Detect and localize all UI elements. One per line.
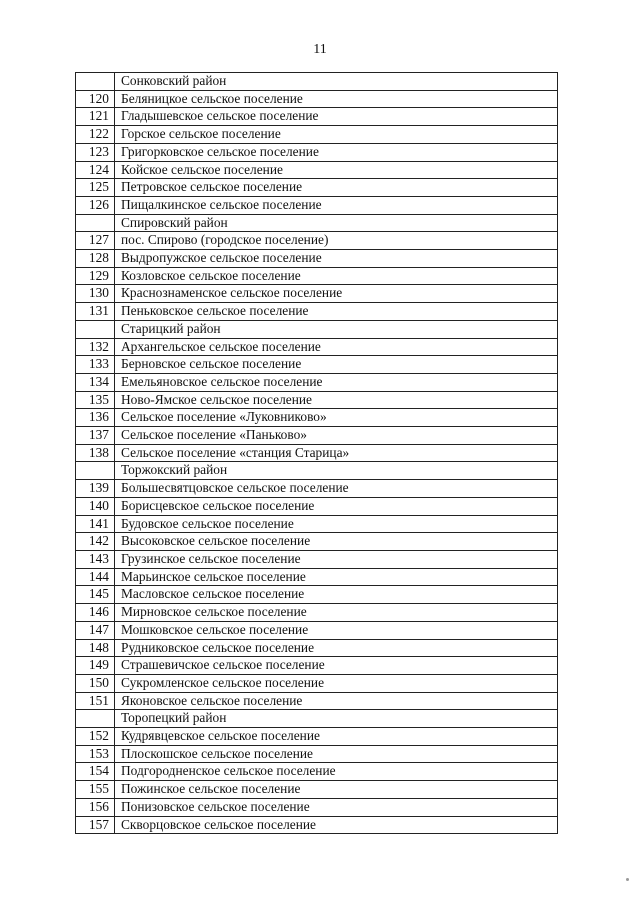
table-row — [76, 409, 558, 427]
district-header-row — [76, 320, 558, 338]
row-number: 147 — [76, 621, 115, 639]
row-number: 121 — [76, 108, 115, 126]
table-row — [76, 657, 558, 675]
settlement-name: Емельяновское сельское поселение — [115, 373, 558, 391]
table-row — [76, 781, 558, 799]
settlement-name: Мирновское сельское поселение — [115, 604, 558, 622]
settlement-name: Койское сельское поселение — [115, 161, 558, 179]
settlement-name: Марьинское сельское поселение — [115, 568, 558, 586]
row-number: 145 — [76, 586, 115, 604]
row-number: 148 — [76, 639, 115, 657]
settlement-name: Подгородненское сельское поселение — [115, 763, 558, 781]
table-row — [76, 639, 558, 657]
row-number: 138 — [76, 444, 115, 462]
table-row — [76, 568, 558, 586]
row-number — [76, 462, 115, 480]
district-header-row — [76, 462, 558, 480]
settlement-name: Сельское поселение «Паньково» — [115, 427, 558, 445]
table-row — [76, 90, 558, 108]
row-number: 156 — [76, 798, 115, 816]
settlement-name: Сельское поселение «Луковниково» — [115, 409, 558, 427]
row-number: 151 — [76, 692, 115, 710]
settlement-name: Архангельское сельское поселение — [115, 338, 558, 356]
row-number — [76, 214, 115, 232]
table-row — [76, 338, 558, 356]
table-row — [76, 373, 558, 391]
table-row — [76, 497, 558, 515]
settlement-name: Понизовское сельское поселение — [115, 798, 558, 816]
table-row — [76, 604, 558, 622]
row-number: 152 — [76, 728, 115, 746]
settlement-name: Сельское поселение «станция Старица» — [115, 444, 558, 462]
row-number — [76, 73, 115, 91]
row-number: 146 — [76, 604, 115, 622]
district-header-row — [76, 73, 558, 91]
settlement-name: Козловское сельское поселение — [115, 267, 558, 285]
settlement-name: Мошковское сельское поселение — [115, 621, 558, 639]
settlement-name: Борисцевское сельское поселение — [115, 497, 558, 515]
district-header-row — [76, 214, 558, 232]
table-row — [76, 515, 558, 533]
row-number: 153 — [76, 745, 115, 763]
table-body — [76, 73, 558, 834]
table-row — [76, 267, 558, 285]
table-row — [76, 303, 558, 321]
settlement-name: Пожинское сельское поселение — [115, 781, 558, 799]
table-row — [76, 356, 558, 374]
district-name: Спировский район — [115, 214, 558, 232]
settlement-name: Горское сельское поселение — [115, 126, 558, 144]
settlement-name: Краснознаменское сельское поселение — [115, 285, 558, 303]
table-row — [76, 533, 558, 551]
table-row — [76, 126, 558, 144]
row-number — [76, 710, 115, 728]
settlement-name: Выдропужское сельское поселение — [115, 250, 558, 268]
settlement-name: Рудниковское сельское поселение — [115, 639, 558, 657]
row-number: 126 — [76, 196, 115, 214]
table-row — [76, 480, 558, 498]
settlement-name: Масловское сельское поселение — [115, 586, 558, 604]
settlement-name: Беляницкое сельское поселение — [115, 90, 558, 108]
row-number: 150 — [76, 674, 115, 692]
table-row — [76, 763, 558, 781]
row-number: 123 — [76, 143, 115, 161]
row-number: 134 — [76, 373, 115, 391]
row-number: 149 — [76, 657, 115, 675]
table-row — [76, 444, 558, 462]
district-name: Старицкий район — [115, 320, 558, 338]
table-row — [76, 692, 558, 710]
table-row — [76, 108, 558, 126]
district-name: Сонковский район — [115, 73, 558, 91]
table-row — [76, 745, 558, 763]
settlements-table — [75, 72, 558, 834]
settlement-name: Скворцовское сельское поселение — [115, 816, 558, 834]
settlement-name: Петровское сельское поселение — [115, 179, 558, 197]
settlement-name: Грузинское сельское поселение — [115, 550, 558, 568]
table-row — [76, 798, 558, 816]
table-row — [76, 427, 558, 445]
table-row — [76, 586, 558, 604]
district-header-row — [76, 710, 558, 728]
table-row — [76, 143, 558, 161]
settlement-name: Пеньковское сельское поселение — [115, 303, 558, 321]
settlement-name: Гладышевское сельское поселение — [115, 108, 558, 126]
table-row — [76, 250, 558, 268]
scan-speck — [626, 878, 629, 881]
table-row — [76, 232, 558, 250]
table-row — [76, 179, 558, 197]
row-number: 137 — [76, 427, 115, 445]
row-number: 140 — [76, 497, 115, 515]
row-number: 132 — [76, 338, 115, 356]
row-number: 131 — [76, 303, 115, 321]
settlement-name: Страшевичское сельское поселение — [115, 657, 558, 675]
table-row — [76, 728, 558, 746]
district-name: Торопецкий район — [115, 710, 558, 728]
settlement-name: Будовское сельское поселение — [115, 515, 558, 533]
row-number: 157 — [76, 816, 115, 834]
row-number: 127 — [76, 232, 115, 250]
settlement-name: Высоковское сельское поселение — [115, 533, 558, 551]
settlement-name: Пищалкинское сельское поселение — [115, 196, 558, 214]
row-number: 141 — [76, 515, 115, 533]
row-number: 125 — [76, 179, 115, 197]
table-row — [76, 621, 558, 639]
table-row — [76, 161, 558, 179]
table-row — [76, 550, 558, 568]
row-number: 136 — [76, 409, 115, 427]
row-number: 129 — [76, 267, 115, 285]
row-number: 122 — [76, 126, 115, 144]
settlement-name: Берновское сельское поселение — [115, 356, 558, 374]
row-number: 143 — [76, 550, 115, 568]
settlement-name: Григорковское сельское поселение — [115, 143, 558, 161]
row-number: 154 — [76, 763, 115, 781]
row-number: 130 — [76, 285, 115, 303]
settlement-name: Большесвятцовское сельское поселение — [115, 480, 558, 498]
row-number: 144 — [76, 568, 115, 586]
settlement-name: Ново-Ямское сельское поселение — [115, 391, 558, 409]
row-number — [76, 320, 115, 338]
table-row — [76, 391, 558, 409]
row-number: 155 — [76, 781, 115, 799]
district-name: Торжокский район — [115, 462, 558, 480]
row-number: 139 — [76, 480, 115, 498]
row-number: 120 — [76, 90, 115, 108]
table-row — [76, 285, 558, 303]
settlement-name: пос. Спирово (городское поселение) — [115, 232, 558, 250]
settlement-name: Сукромленское сельское поселение — [115, 674, 558, 692]
table-row — [76, 196, 558, 214]
settlement-name: Плоскошское сельское поселение — [115, 745, 558, 763]
settlement-name: Яконовское сельское поселение — [115, 692, 558, 710]
table-row — [76, 816, 558, 834]
row-number: 135 — [76, 391, 115, 409]
row-number: 128 — [76, 250, 115, 268]
table-row — [76, 674, 558, 692]
page-number: 11 — [313, 42, 327, 57]
row-number: 124 — [76, 161, 115, 179]
row-number: 142 — [76, 533, 115, 551]
settlement-name: Кудрявцевское сельское поселение — [115, 728, 558, 746]
row-number: 133 — [76, 356, 115, 374]
